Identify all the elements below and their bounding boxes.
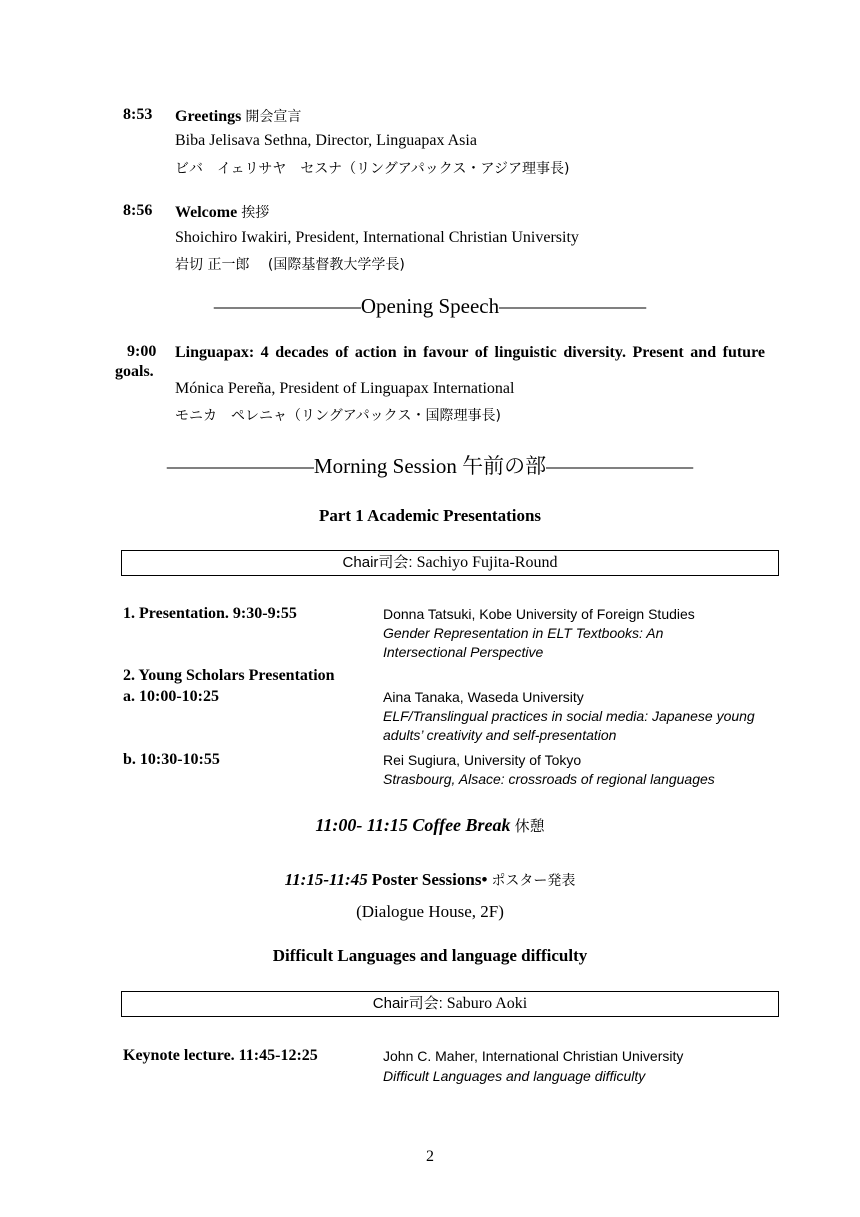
part1-chair-box [121, 550, 779, 576]
presentation-1-label: 1. Presentation. 9:30-9:55 [123, 605, 297, 622]
coffee-break [0, 815, 860, 836]
part2-title: Difficult Languages and language difficulty [272, 946, 588, 965]
part1-chair-label: Chair司会: [342, 554, 413, 571]
part2-chair-box [121, 991, 779, 1017]
poster-title: Poster Sessions• [371, 870, 488, 889]
presentation-1-title-line1: Gender Representation in ELT Textbooks: An [383, 625, 664, 641]
young-scholars-header: 2. Young Scholars Presentation [123, 667, 335, 684]
part1-chair-name: Sachiyo Fujita-Round [416, 554, 558, 571]
young-b-title-line1: Strasbourg, Alsace: crossroads of regional languages [383, 771, 715, 787]
opening-title: Linguapax: 4 decades of action in favour of linguistic diversity. Present and future goals. [115, 344, 765, 380]
part2-chair-label: Chair司会: [372, 995, 443, 1012]
welcome-speaker: Shoichiro Iwakiri, President, International Christian University [175, 229, 579, 246]
young-b-speaker: Rei Sugiura, University of Tokyo [383, 752, 582, 768]
part1-title: Part 1 Academic Presentations [318, 506, 542, 525]
morning-session-header: ———————Morning Session 午前の部——————— [166, 454, 694, 478]
young-a-speaker: Aina Tanaka, Waseda University [383, 689, 584, 705]
keynote-speaker: John C. Maher, International Christian University [383, 1048, 684, 1064]
welcome-title-jp: 挨拶 [241, 205, 270, 221]
opening-speaker-jp: モニカ ペレニャ（リングアパックス・国際理事長) [175, 408, 501, 424]
poster-title-jp: ポスター発表 [491, 873, 576, 889]
page-number: 2 [426, 1148, 434, 1165]
welcome-heading [175, 202, 269, 222]
greetings-title: Greetings [175, 108, 242, 125]
poster-time: 11:15-11:45 [284, 870, 368, 889]
presentation-1-speaker: Donna Tatsuki, Kobe University of Foreign Studies [383, 606, 695, 622]
greetings-title-jp: 開会宣言 [245, 109, 302, 125]
greetings-speaker: Biba Jelisava Sethna, Director, Linguapax Asia [175, 132, 477, 149]
keynote-label: Keynote lecture. 11:45-12:25 [123, 1047, 318, 1064]
young-b-label: b. 10:30-10:55 [123, 751, 220, 768]
poster-sessions [0, 870, 860, 890]
presentation-1-title-line2: Intersectional Perspective [383, 644, 544, 660]
opening-speaker: Mónica Pereña, President of Linguapax International [175, 380, 515, 397]
opening-time: 9:00 [127, 343, 157, 360]
young-a-title-line2: adults’ creativity and self-presentation [383, 727, 617, 743]
greetings-speaker-jp: ビバ イェリサヤ セスナ（リングアパックス・アジア理事長) [175, 161, 570, 177]
coffee-break-jp: 休憩 [514, 817, 545, 835]
young-a-label: a. 10:00-10:25 [123, 688, 219, 705]
welcome-speaker-jp: 岩切 正一郎 (国際基督教大学学長) [175, 257, 405, 273]
coffee-break-text: 11:00- 11:15 Coffee Break [315, 815, 511, 835]
greetings-time: 8:53 [123, 106, 153, 123]
keynote-title: Difficult Languages and language difficulty [383, 1068, 646, 1084]
welcome-time: 8:56 [123, 202, 153, 219]
young-a-title-line1: ELF/Translingual practices in social media: Japanese young [383, 708, 755, 724]
welcome-title: Welcome [175, 204, 238, 221]
part2-chair-name: Saburo Aoki [446, 995, 528, 1012]
greetings-heading [175, 106, 301, 126]
poster-venue: (Dialogue House, 2F) [356, 902, 504, 921]
opening-speech-header: ———————Opening Speech——————— [213, 294, 647, 318]
